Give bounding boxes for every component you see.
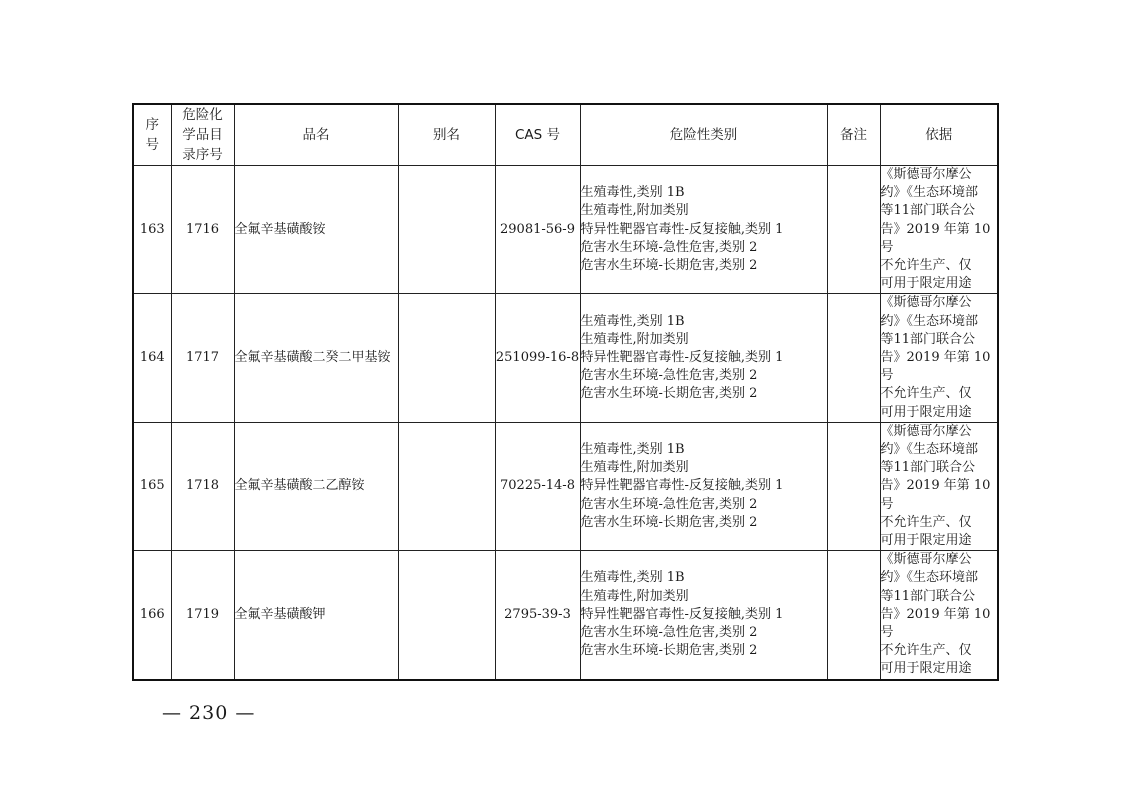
header-hazard-class: 危险性类别: [580, 104, 827, 166]
cell-alias: [398, 422, 495, 550]
hazard-line: 生殖毒性,附加类别: [580, 460, 689, 476]
hazard-line: 生殖毒性,附加类别: [580, 203, 689, 219]
cell-catalog-number: 1717: [171, 294, 234, 422]
cell-remark: [827, 422, 880, 550]
table-row: [133, 422, 998, 550]
hazard-line: 危害水生环境-长期危害,类别 2: [580, 386, 758, 402]
cell-name: 全氟辛基磺酸二乙醇铵: [234, 422, 398, 550]
table-row: [133, 166, 998, 294]
cell-seq: 165: [133, 422, 171, 550]
cell-basis: 《斯德哥尔摩公 约》《生态环境部 等11部门联合公 告》2019 年第 10 号 不允许生产、仅 可用于限定用途: [880, 551, 998, 680]
hazard-line: 危害水生环境-急性危害,类别 2: [580, 496, 758, 512]
hazard-line: 危害水生环境-长期危害,类别 2: [580, 514, 758, 530]
hazard-line: 特异性靶器官毒性-反复接触,类别 1: [580, 606, 784, 622]
cell-catalog-number: 1716: [171, 166, 234, 294]
cell-hazard-class: [580, 166, 827, 294]
header-remark: 备注: [827, 104, 880, 166]
header-basis: 依据: [880, 104, 998, 166]
hazard-line: 特异性靶器官毒性-反复接触,类别 1: [580, 221, 784, 237]
cell-seq: 166: [133, 551, 171, 680]
cell-cas: 29081-56-9: [495, 166, 580, 294]
cell-hazard-class: [580, 551, 827, 680]
hazardous-chemicals-table: [132, 103, 999, 681]
cell-basis: 《斯德哥尔摩公 约》《生态环境部 等11部门联合公 告》2019 年第 10 号 不允许生产、仅 可用于限定用途: [880, 422, 998, 550]
page-number: — 230 —: [162, 702, 256, 724]
header-name: 品名: [234, 104, 398, 166]
table-row: [133, 294, 998, 422]
hazard-line: 危害水生环境-长期危害,类别 2: [580, 643, 758, 659]
cell-cas: 2795-39-3: [495, 551, 580, 680]
cell-basis: 《斯德哥尔摩公 约》《生态环境部 等11部门联合公 告》2019 年第 10 号 不允许生产、仅 可用于限定用途: [880, 294, 998, 422]
cell-alias: [398, 551, 495, 680]
cell-catalog-number: 1719: [171, 551, 234, 680]
header-cas: CAS 号: [495, 104, 580, 166]
cell-remark: [827, 166, 880, 294]
hazard-line: 特异性靶器官毒性-反复接触,类别 1: [580, 350, 784, 366]
cell-remark: [827, 551, 880, 680]
table-header-row: [133, 104, 998, 166]
cell-name: 全氟辛基磺酸二癸二甲基铵: [234, 294, 398, 422]
cell-hazard-class: [580, 422, 827, 550]
header-seq: 序 号: [133, 104, 171, 166]
hazard-line: 危害水生环境-长期危害,类别 2: [580, 258, 758, 274]
cell-hazard-class: [580, 294, 827, 422]
cell-cas: 70225-14-8: [495, 422, 580, 550]
header-catalog-number: 危险化 学品目 录序号: [171, 104, 234, 166]
cell-name: 全氟辛基磺酸铵: [234, 166, 398, 294]
cell-catalog-number: 1718: [171, 422, 234, 550]
hazard-line: 生殖毒性,附加类别: [580, 588, 689, 604]
table-row: [133, 551, 998, 680]
cell-alias: [398, 294, 495, 422]
hazard-line: 危害水生环境-急性危害,类别 2: [580, 368, 758, 384]
hazard-line: 生殖毒性,类别 1B: [580, 313, 685, 329]
hazard-line: 危害水生环境-急性危害,类别 2: [580, 239, 758, 255]
cell-seq: 163: [133, 166, 171, 294]
cell-basis: 《斯德哥尔摩公 约》《生态环境部 等11部门联合公 告》2019 年第 10 号 不允许生产、仅 可用于限定用途: [880, 166, 998, 294]
header-alias: 别名: [398, 104, 495, 166]
hazard-line: 生殖毒性,附加类别: [580, 331, 689, 347]
hazard-line: 特异性靶器官毒性-反复接触,类别 1: [580, 478, 784, 494]
cell-name: 全氟辛基磺酸钾: [234, 551, 398, 680]
cell-cas: 251099-16-8: [495, 294, 580, 422]
cell-remark: [827, 294, 880, 422]
hazard-line: 危害水生环境-急性危害,类别 2: [580, 625, 758, 641]
hazard-line: 生殖毒性,类别 1B: [580, 442, 685, 458]
cell-seq: 164: [133, 294, 171, 422]
cell-alias: [398, 166, 495, 294]
hazard-line: 生殖毒性,类别 1B: [580, 570, 685, 586]
hazard-line: 生殖毒性,类别 1B: [580, 185, 685, 201]
